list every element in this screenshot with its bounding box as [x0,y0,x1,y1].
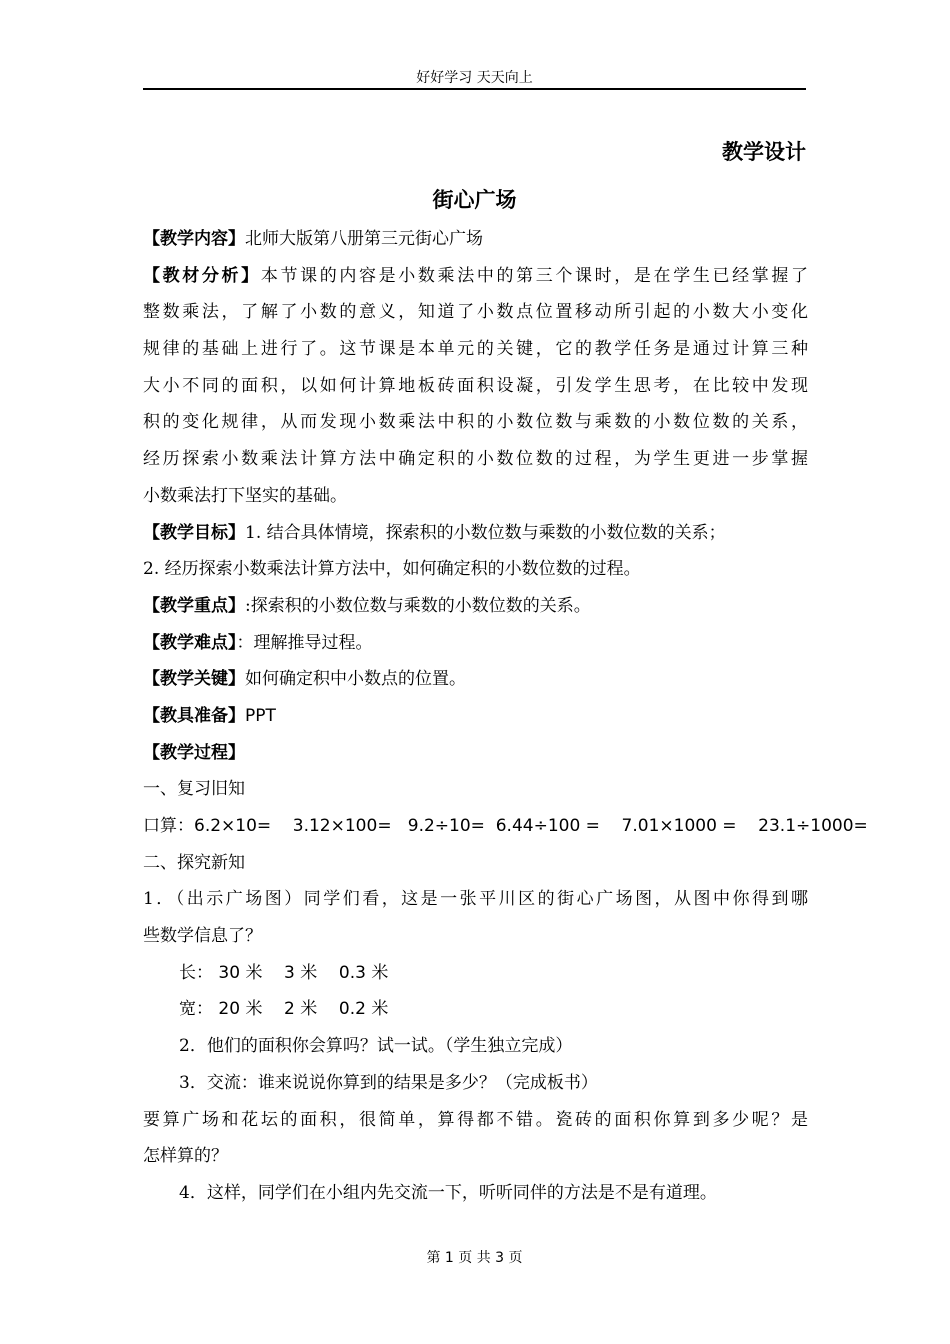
goal-item: 1. 结合具体情境，探索积的小数位数与乘数的小数位数的关系； [245,522,726,543]
page-footer: 第 1 页 共 3 页 [426,1250,523,1266]
paragraph-line: 本节课的内容是小数乘法中的第三个课时，是在学生已经掌握了 [260,265,809,286]
width-values: 20 米 2 米 0.2 米 [218,999,389,1020]
difficulty-line [143,625,808,662]
review-heading: 一、复习旧知 [143,779,245,800]
page-header: 好好学习 天天向上 [416,70,533,86]
analysis-line [143,258,808,295]
length-label: 长： [179,962,213,983]
section-label: 【教学内容】 [143,229,245,249]
goals-line [143,515,808,552]
section-label: 【教具准备】 [143,705,245,726]
section-text: :探索积的小数位数与乘数的小数位数的关系。 [245,595,591,616]
oral-calc-line [143,808,868,845]
lesson-title: 街心广场 [432,188,517,212]
tools-line [143,698,808,735]
paragraph-line: 要算广场和花坛的面积，很简单，算得都不错。瓷砖的面积你算到多少呢？是 [143,1109,808,1130]
section-label: 【教材分析】 [143,265,261,286]
goal-item: 2. 经历探索小数乘法计算方法中，如何确定积的小数位数的过程。 [143,559,641,580]
paragraph-line: 大小不同的面积，以如何计算地板砖面积设凝，引发学生思考，在比较中发现 [143,375,808,396]
header-rule [143,88,806,90]
oral-items: 6.2×10= 3.12×100= 9.2÷10= 6.44÷100 = 7.01×1000 = 23.1÷1000= [194,816,868,836]
key-point-line [143,588,808,625]
paragraph-line: 怎样算的？ [143,1146,228,1167]
section-label: 【教学关键】 [143,669,245,690]
oral-label: 口算： [143,816,194,836]
step-1-line: 些数学信息了？ [143,926,262,947]
section-text: 北师大版第八册第三元街心广场 [245,229,483,249]
length-values: 30 米 3 米 0.3 米 [218,962,389,983]
width-label: 宽： [179,999,213,1020]
section-label: 【教学重点】 [143,595,245,616]
width-row [143,991,808,1028]
section-label: 【教学目标】 [143,522,245,543]
process-line [143,735,808,772]
paragraph-line: 规律的基础上进行了。这节课是本单元的关键，它的教学任务是通过计算三种 [143,339,808,360]
paragraph-line: 积的变化规律，从而发现小数乘法中积的小数位数与乘数的小数位数的关系， [143,412,808,433]
paragraph-line: 小数乘法打下坚实的基础。 [143,485,347,506]
key-line [143,661,808,698]
step-1-line: 1．（出示广场图）同学们看，这是一张平川区的街心广场图，从图中你得到哪 [143,889,808,910]
content-line [143,221,808,258]
section-text: ：理解推导过程。 [236,632,373,653]
paragraph-line: 整数乘法，了解了小数的意义，知道了小数点位置移动所引起的小数大小变化 [143,302,808,323]
section-text: PPT [245,705,276,726]
step-2: 2．他们的面积你会算吗？试一试。（学生独立完成） [179,1036,573,1057]
document-body [143,221,868,1212]
document-type: 教学设计 [722,140,806,164]
step-4: 4．这样，同学们在小组内先交流一下，听听同伴的方法是不是有道理。 [179,1182,717,1203]
section-label: 【教学难点】 [143,632,237,653]
paragraph-line: 经历探索小数乘法计算方法中确定积的小数位数的过程，为学生更进一步掌握 [143,449,808,470]
length-row [143,955,808,992]
section-label: 【教学过程】 [143,742,245,763]
step-3: 3．交流：谁来说说你算到的结果是多少？（完成板书） [179,1072,598,1093]
explore-heading: 二、探究新知 [143,852,245,873]
section-text: 如何确定积中小数点的位置。 [245,669,466,690]
